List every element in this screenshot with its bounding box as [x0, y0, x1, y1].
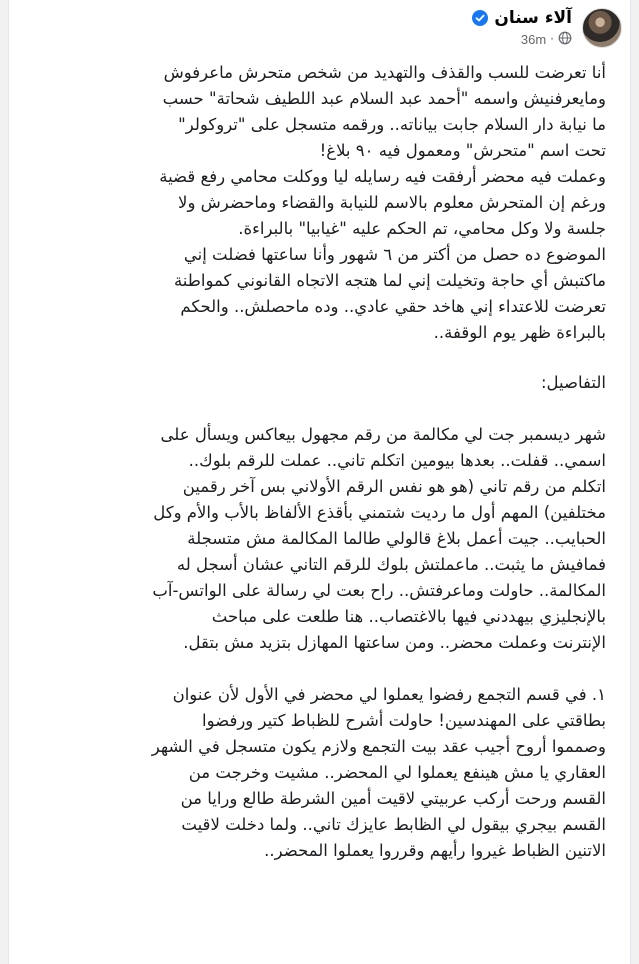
- timestamp-row: [472, 30, 572, 49]
- globe-icon[interactable]: [558, 30, 572, 49]
- body-line: الحبايب.. جيت أعمل بلاغ قالولي طالما المكالمة مش متسجلة: [187, 529, 606, 548]
- facebook-post-card: [8, 0, 631, 964]
- body-line: تعرضت للاعتداء إني هاخد حقي عادي.. وده ماحصلش.. والحكم: [180, 297, 606, 316]
- body-line: الاتنين الظباط غيروا رأيهم وقرروا يعملوا المحضر..: [264, 841, 606, 860]
- body-line: ماكتبش أي حاجة وتخيلت إني لما هتجه الاتجاه القانوني كمواطنة: [173, 271, 606, 290]
- body-line: ورغم إن المتحرش معلوم بالاسم للنيابة والقضاء وماحضرش ولا: [178, 193, 606, 212]
- meta-separator: ·: [550, 32, 554, 46]
- body-line: شهر ديسمبر جت لي مكالمة من رقم مجهول بيعاكس ويسأل على: [160, 425, 606, 444]
- body-line: وصمموا أروح أجيب عقد بيت التجمع ولازم يكون متسجل في الشهر: [151, 737, 606, 756]
- body-line: وعملت فيه محضر أرفقت فيه رسايله ليا ووكلت محامي رفع قضية: [159, 167, 606, 186]
- body-line: تحت اسم "متحرش" ومعمول فيه ٩٠ بلاغ!: [319, 141, 606, 160]
- post-header: [472, 6, 622, 50]
- body-line: بالإنجليزي بيهددني فيها بالاغتصاب.. هنا طلعت على مباحث: [211, 607, 606, 626]
- body-line: بطاقتي على المهندسين! حاولت أشرح للظباط كتير ورفضوا: [202, 711, 606, 730]
- paragraph-gap: [31, 656, 606, 682]
- body-line: اسمي.. قفلت.. بعدها بيومين اتكلم تاني.. عملت للرقم بلوك..: [188, 451, 606, 470]
- post-body: [31, 60, 606, 864]
- body-line: ١. في قسم التجمع رفضوا يعملوا لي محضر في الأول لأن عنوان: [172, 685, 606, 704]
- author-avatar[interactable]: [582, 8, 622, 48]
- body-line: العقاري يا مش هينفع يعملوا لي المحضر.. مشيت وخرجت من: [188, 763, 606, 782]
- body-line: المكالمة.. حاولت وماعرفتش.. راح بعت لي رسالة على الواتس-آب: [152, 581, 606, 600]
- body-line: ما نيابة دار السلام جابت بياناته.. ورقمه متسجل على "تروكولر": [178, 115, 606, 134]
- body-line: ومايعرفنيش واسمه "أحمد عبد السلام عبد اللطيف شحاتة" حسب: [162, 89, 606, 108]
- body-line: أنا تعرضت للسب والقذف والتهديد من شخص متحرش ماعرفوش: [163, 63, 606, 82]
- post-timestamp[interactable]: 36m: [520, 31, 547, 47]
- details-heading: التفاصيل:: [540, 373, 606, 392]
- author-name[interactable]: آلاء سنان: [494, 7, 572, 28]
- body-line: القسم ورحت أركب عربيتي لاقيت أمين الشرطة طالع ورايا من: [180, 789, 606, 808]
- body-line: جلسة ولا وكل محامي، تم الحكم عليه "غيابيا" بالبراءة.: [238, 219, 606, 238]
- body-line: فمافيش ما يثبت.. ماعملتش بلوك للرقم التاني عشان أسجل له: [176, 555, 606, 574]
- verified-badge-icon: [472, 10, 488, 26]
- body-line: الإنترنت وعملت محضر.. ومن ساعتها المهازل بتزيد مش بتقل.: [183, 633, 606, 652]
- body-line: القسم بيجري بيقول لي الظابط عايزك تاني.. ولما دخلت لاقيت: [181, 815, 606, 834]
- post-meta: [472, 8, 572, 49]
- body-line: بالبراءة ظهر يوم الوقفة..: [433, 323, 606, 342]
- body-line: الموضوع ده حصل من أكتر من ٦ شهور وأنا ساعتها فضلت إني: [183, 245, 606, 264]
- author-row: [472, 8, 572, 28]
- body-line: مختلفين) المهم أول ما رديت شتمني بأقذع الألفاظ بالأب والأم وكل: [153, 503, 606, 522]
- body-line: اتكلم من رقم تاني (هو هو نفس الرقم الأولاني بس آخر رقمين: [182, 477, 606, 496]
- paragraph-gap: [31, 346, 606, 370]
- paragraph-gap: [31, 396, 606, 422]
